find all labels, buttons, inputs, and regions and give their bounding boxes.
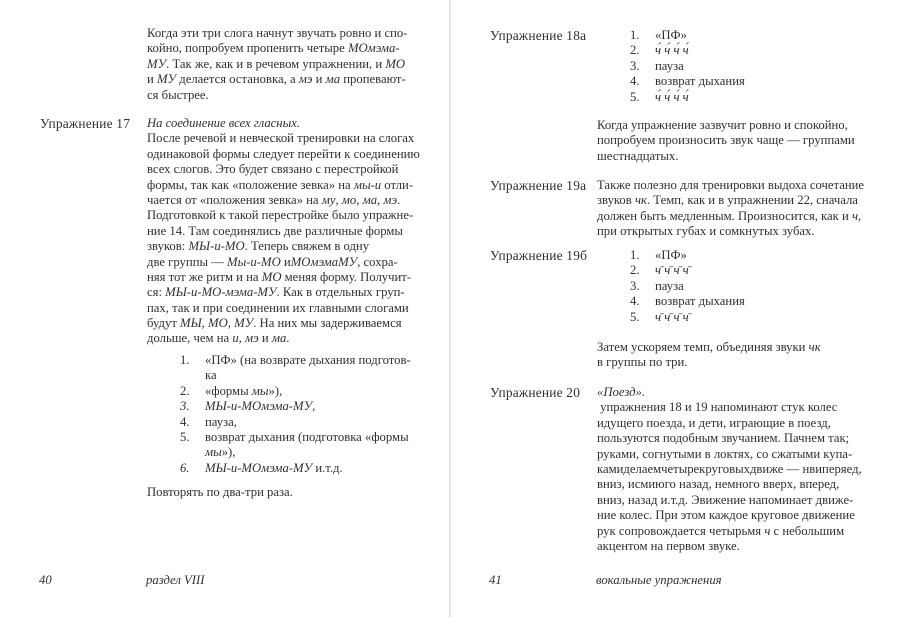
text-segment: возврат дыхания (655, 74, 745, 89)
text-line (147, 224, 420, 239)
text-segment: возврат дыхания (655, 294, 745, 309)
text-segment: мо (341, 192, 357, 207)
text-segment: МО (261, 269, 282, 284)
text-segment: камиделаемчетырекруговыхдвиже — нвиперяед, (597, 461, 862, 476)
text-segment: «ПФ» (655, 248, 687, 262)
list-item-number: 1. (180, 353, 190, 367)
text-segment: МУ (147, 56, 167, 71)
text-segment: с небольшим (770, 523, 845, 538)
text-line (147, 239, 420, 254)
text-segment: МЫ, МО, МУ (180, 316, 254, 331)
text-segment: , сохра- (357, 254, 398, 269)
text-segment: и (232, 331, 239, 346)
text-segment: , (858, 208, 862, 223)
text-line (597, 118, 855, 133)
exercise-label: Упражнение 19а (490, 178, 587, 193)
text-segment: мэ (298, 72, 313, 87)
text-segment: МЫ-и-МО-мэма-МУ (165, 285, 277, 300)
text-line (147, 208, 420, 223)
text-segment: няя тот же ритм и на (147, 269, 262, 284)
exercise-label: Упражнение 20 (490, 385, 581, 400)
exercise-label: Упражнение 18а (490, 28, 587, 43)
list-item-number: 5. (630, 89, 640, 104)
text-segment: МОмэмаМУ (290, 254, 358, 269)
text-line (147, 162, 420, 177)
text-segment: рук сопровождается четырьмя (597, 523, 765, 538)
text-segment: мы (205, 445, 222, 460)
text-line (597, 355, 821, 370)
text-line (147, 485, 293, 500)
text-segment: Также полезно для тренировки выдоха сочетание (597, 178, 865, 192)
list-item-line (630, 74, 745, 89)
text-segment: «ПФ» (на возврате дыхания подготов- (205, 353, 411, 367)
text-line (597, 477, 862, 492)
text-segment: МЫ-и-МО (188, 239, 245, 254)
text-segment: упражнения 18 и 19 напоминают стук колес (597, 400, 838, 415)
text-segment: «Поезд». (597, 385, 646, 399)
text-line (147, 331, 420, 346)
text-line (147, 285, 420, 300)
list-item-line (630, 28, 745, 43)
text-segment: . (286, 331, 290, 346)
text-line (147, 147, 420, 162)
paragraph-lines (147, 26, 407, 103)
list-item-line (180, 445, 411, 460)
list-item-line (630, 248, 745, 263)
text-segment: ч̄ ч̄ ч̄ ч̄ (655, 263, 689, 278)
text-line (147, 255, 420, 270)
list-item-line (630, 279, 745, 294)
text-segment: идущего поезда, и дети, играющие в поезд, (597, 415, 831, 430)
list-item-line (180, 461, 411, 476)
text-segment: Мы-и-МО (227, 254, 281, 269)
paragraph-lines (147, 485, 293, 500)
paragraph-lines (597, 340, 821, 371)
text-segment: ние колес. При этом каждое круговое движение (597, 508, 855, 523)
list-item-number: 3. (630, 58, 640, 73)
text-segment: ч̄ ч̄ ч̄ ч̄ (655, 309, 689, 324)
text-line (597, 493, 862, 508)
text-segment: , (335, 192, 342, 207)
text-segment: и.т.д. (312, 460, 343, 475)
text-segment: отли- (381, 177, 414, 192)
text-segment: МЫ-и-МОмэма-МУ (205, 399, 313, 414)
text-segment: и (258, 331, 272, 346)
section-title: вокальные упражнения (596, 573, 722, 587)
text-segment: ч́ ч́ ч́ ч́ (655, 89, 689, 104)
list-item-number: 4. (180, 414, 190, 429)
paragraph-lines (597, 385, 862, 554)
text-segment: формы, так как «положение зевка» на (147, 177, 354, 192)
text-segment: ма (362, 192, 378, 207)
text-line (147, 72, 407, 87)
text-segment: при открытых губах и сомкнутых зубах. (597, 224, 815, 239)
text-segment: и (147, 72, 157, 87)
text-line (147, 116, 420, 131)
numbered-list (180, 353, 411, 476)
list-item-line (180, 368, 411, 383)
list-item-number: 6. (180, 460, 190, 475)
text-line (597, 539, 862, 554)
text-segment: , (356, 192, 363, 207)
text-segment: пауза (655, 58, 684, 73)
text-segment: «формы (205, 383, 252, 398)
text-segment: . (397, 192, 401, 207)
text-line (597, 224, 864, 239)
text-line (147, 26, 407, 41)
text-segment: Когда эти три слога начнут звучать ровно и спо- (147, 26, 408, 40)
text-line (147, 270, 420, 285)
exercise-label: Упражнение 19б (490, 248, 588, 263)
list-item-line (630, 59, 745, 74)
list-item-number: 1. (630, 28, 640, 42)
paragraph-lines (147, 116, 420, 347)
text-line (597, 431, 862, 446)
text-segment: На соединение всех гласных. (147, 116, 300, 130)
text-segment: , (312, 399, 316, 414)
text-segment: . Как в отдельных груп- (276, 285, 405, 300)
text-segment: чк (808, 340, 821, 354)
text-segment: две группы — (147, 254, 228, 269)
text-line (147, 88, 407, 103)
text-segment: должен быть медленным. Произносится, как и (597, 208, 852, 223)
text-segment: »), (221, 445, 236, 460)
text-segment: мы-и (353, 177, 382, 192)
text-line (597, 508, 862, 523)
text-line (597, 209, 864, 224)
text-line (597, 416, 862, 431)
list-item-number: 5. (630, 309, 640, 324)
list-item-line (180, 384, 411, 399)
text-segment: пах, так и при соединении их главными слогами (147, 300, 409, 315)
text-segment: пауза (655, 278, 684, 293)
text-segment: и (312, 72, 326, 87)
text-segment: и (280, 254, 291, 269)
text-line (147, 178, 420, 193)
text-segment: койно, попробуем пропенить четыре (147, 41, 348, 56)
text-segment: меняя форму. Получит- (281, 269, 412, 284)
text-segment: шестнадцатых. (597, 148, 679, 163)
text-segment: будут (147, 316, 181, 331)
text-line (597, 447, 862, 462)
text-segment: Затем ускоряем темп, объединяя звуки (597, 340, 809, 354)
text-segment: ние 14. Там соединялись две различные формы (147, 223, 403, 238)
numbered-list (630, 248, 745, 325)
text-segment: МО (385, 56, 406, 71)
text-line (597, 400, 862, 415)
list-item-line (630, 310, 745, 325)
text-segment: . На них мы задерживаемся (253, 316, 402, 331)
text-line (597, 385, 862, 400)
page-number: 41 (489, 573, 502, 587)
text-segment: ч (851, 208, 859, 223)
text-segment: звуков: (147, 239, 189, 254)
text-segment: , (377, 192, 384, 207)
text-segment: Повторять по два-три раза. (147, 485, 293, 499)
text-segment: . Так же, как и в речевом упражнении, и (166, 56, 386, 71)
section-title: раздел VIII (146, 573, 205, 587)
text-line (597, 178, 864, 193)
text-line (597, 193, 864, 208)
text-line (597, 340, 821, 355)
text-segment: пауза, (205, 414, 237, 429)
list-item-line (180, 399, 411, 414)
text-segment: одинаковой формы следует перейти к соединению (147, 146, 420, 161)
list-item-number: 2. (630, 43, 640, 58)
page-number: 40 (39, 573, 52, 587)
text-segment: ма (325, 72, 341, 87)
text-segment: пропевают- (340, 72, 406, 87)
text-line (597, 462, 862, 477)
text-segment: ка (205, 368, 217, 383)
text-segment: ч (764, 523, 771, 538)
text-line (147, 193, 420, 208)
list-item-line (630, 43, 745, 58)
paragraph-lines (597, 178, 864, 240)
list-item-line (630, 294, 745, 309)
text-line (597, 524, 862, 539)
text-segment: ся: (147, 285, 166, 300)
text-segment: чается от «положения зевка» на (147, 192, 322, 207)
list-item-number: 1. (630, 248, 640, 262)
list-item-number: 3. (630, 278, 640, 293)
text-segment: ч́ ч́ ч́ ч́ (655, 43, 689, 58)
text-segment: акцентом на первом звуке. (597, 538, 740, 553)
list-item-number: 2. (180, 383, 190, 398)
text-segment: ся быстрее. (147, 87, 209, 102)
text-segment: Подготовкой к такой перестройке было упражне- (147, 208, 414, 223)
text-segment: чк (634, 193, 647, 208)
list-item-number: 2. (630, 263, 640, 278)
text-segment: Когда упражнение зазвучит ровно и спокойно, (597, 118, 848, 132)
text-line (147, 301, 420, 316)
text-line (147, 131, 420, 146)
text-segment: МОмэма- (347, 41, 400, 56)
list-item-number: 5. (180, 429, 190, 444)
text-segment: звуков (597, 193, 635, 208)
text-segment: . Темп, как и в упражнении 22, сначала (646, 193, 858, 208)
text-segment: руками, согнутыми в локтях, со сжатыми купа- (597, 446, 853, 461)
text-segment: , (238, 331, 245, 346)
text-segment: мэ (245, 331, 259, 346)
text-segment: «ПФ» (655, 28, 687, 42)
exercise-label: Упражнение 17 (40, 116, 131, 131)
text-segment: делается остановка, а (176, 72, 299, 87)
text-segment: ма (271, 331, 287, 346)
text-segment: всех слогов. Это будет связано с перестройкой (147, 162, 399, 177)
list-item-number: 3. (180, 399, 190, 414)
paragraph-lines (597, 118, 855, 164)
list-item-number: 4. (630, 294, 640, 309)
text-segment: вниз, исмиюго назад, немного вверх, вперед, (597, 477, 840, 492)
list-item-line (180, 415, 411, 430)
text-line (147, 57, 407, 72)
text-segment: мэ (383, 192, 398, 207)
text-segment: МУ (156, 72, 177, 87)
text-line (147, 316, 420, 331)
text-segment: . Теперь свяжем в одну (244, 239, 370, 254)
text-segment: дольше, чем на (147, 331, 233, 346)
text-line (597, 133, 855, 148)
text-segment: мы (251, 383, 269, 398)
list-item-line (630, 263, 745, 278)
text-segment: попробуем произносить звук чаще — группами (597, 133, 855, 148)
numbered-list (630, 28, 745, 105)
text-segment: му (321, 192, 336, 207)
text-segment: »), (268, 383, 283, 398)
text-segment: пользуются подобным звучанием. Пачнем так; (597, 431, 850, 446)
text-segment: в группы по три. (597, 355, 688, 370)
text-line (147, 41, 407, 56)
text-line (597, 149, 855, 164)
text-segment: После речевой и невческой тренировки на слогах (147, 131, 415, 146)
text-segment: возврат дыхания (подготовка «формы (205, 429, 409, 444)
page-right (450, 0, 900, 617)
text-segment: МЫ-и-МОмэма-МУ (205, 460, 313, 475)
list-item-line (630, 90, 745, 105)
list-item-line (180, 353, 411, 368)
text-segment: вниз, назад и.т.д. Эвижение напоминает движе- (597, 492, 854, 507)
list-item-line (180, 430, 411, 445)
list-item-number: 4. (630, 74, 640, 89)
